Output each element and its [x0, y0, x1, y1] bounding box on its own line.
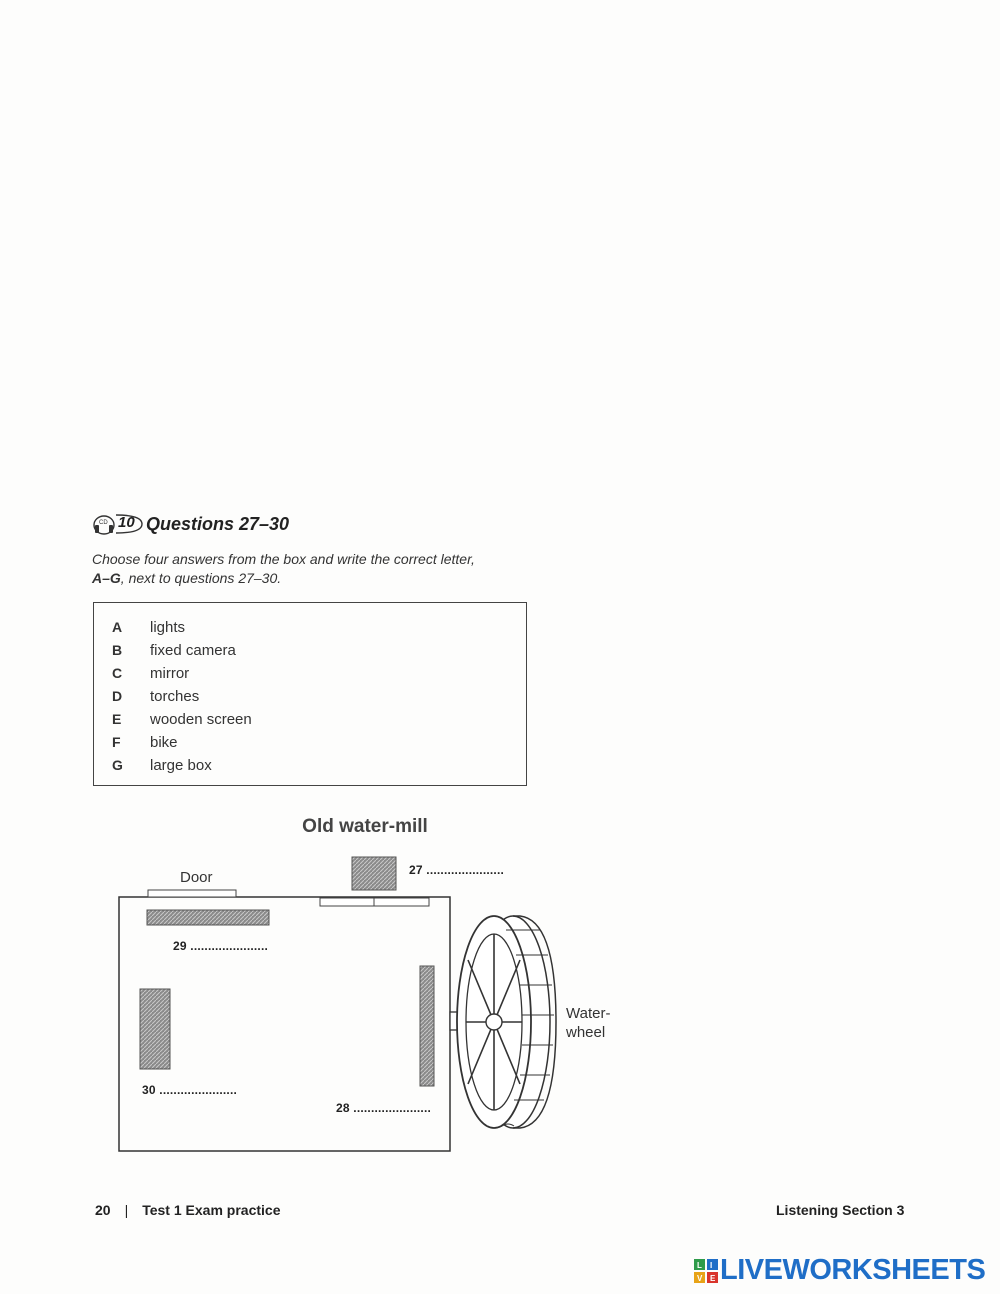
footer-right-text: Listening Section 3	[776, 1202, 905, 1218]
question-28-blank[interactable]: 28 ......................	[336, 1101, 432, 1115]
water-wheel-label	[566, 1004, 610, 1042]
footer-left	[95, 1202, 280, 1218]
cd-track-number: 10	[118, 514, 135, 531]
question-29-blank[interactable]: 29 ......................	[173, 939, 269, 953]
water-wheel-drawing	[457, 916, 556, 1128]
item-30-shape	[140, 989, 170, 1069]
questions-title: Questions 27–30	[146, 513, 290, 534]
diagram-title: Old water-mill	[302, 816, 428, 837]
option-letter: D	[112, 688, 123, 704]
instructions-line-2-rest: , next to questions 27–30.	[120, 570, 282, 586]
liveworksheets-brand-name: LIVEWORKSHEETS	[720, 1254, 986, 1286]
option-letter: A	[112, 619, 123, 635]
option-text: torches	[150, 688, 200, 705]
option-text: lights	[150, 619, 186, 636]
door-label: Door	[180, 869, 213, 886]
option-letter: F	[112, 734, 121, 750]
svg-text:V: V	[697, 1273, 703, 1283]
option-text: wooden screen	[150, 711, 252, 728]
page-number: 20	[95, 1202, 111, 1218]
water-wheel-label-line-1: Water-	[566, 1005, 611, 1022]
liveworksheets-logo[interactable]	[692, 1254, 985, 1287]
svg-text:L: L	[697, 1260, 702, 1270]
svg-text:I: I	[710, 1260, 713, 1270]
option-letter: C	[112, 665, 123, 681]
option-letter: B	[112, 642, 123, 658]
question-30-blank[interactable]: 30 ......................	[142, 1083, 238, 1097]
item-29-shape	[147, 910, 269, 925]
instructions-line-1: Choose four answers from the box and write the correct letter,	[92, 551, 475, 567]
door	[148, 890, 236, 897]
option-text: bike	[150, 734, 178, 751]
option-letter: E	[112, 711, 122, 727]
svg-text:E: E	[710, 1273, 716, 1283]
option-letter: G	[112, 757, 123, 773]
svg-text:CD: CD	[99, 520, 108, 526]
item-27-shape	[352, 857, 396, 890]
logo-blocks-icon	[692, 1257, 720, 1285]
item-28-shape	[420, 966, 434, 1086]
footer-left-text: Test 1 Exam practice	[142, 1202, 281, 1218]
question-27-blank[interactable]: 27 ......................	[409, 863, 505, 877]
option-text: mirror	[150, 665, 190, 682]
water-wheel-label-line-2: wheel	[566, 1024, 606, 1041]
footer-separator: |	[124, 1202, 129, 1218]
option-text: fixed camera	[150, 642, 236, 659]
option-text: large box	[150, 757, 212, 774]
letter-range: A–G	[92, 570, 121, 586]
